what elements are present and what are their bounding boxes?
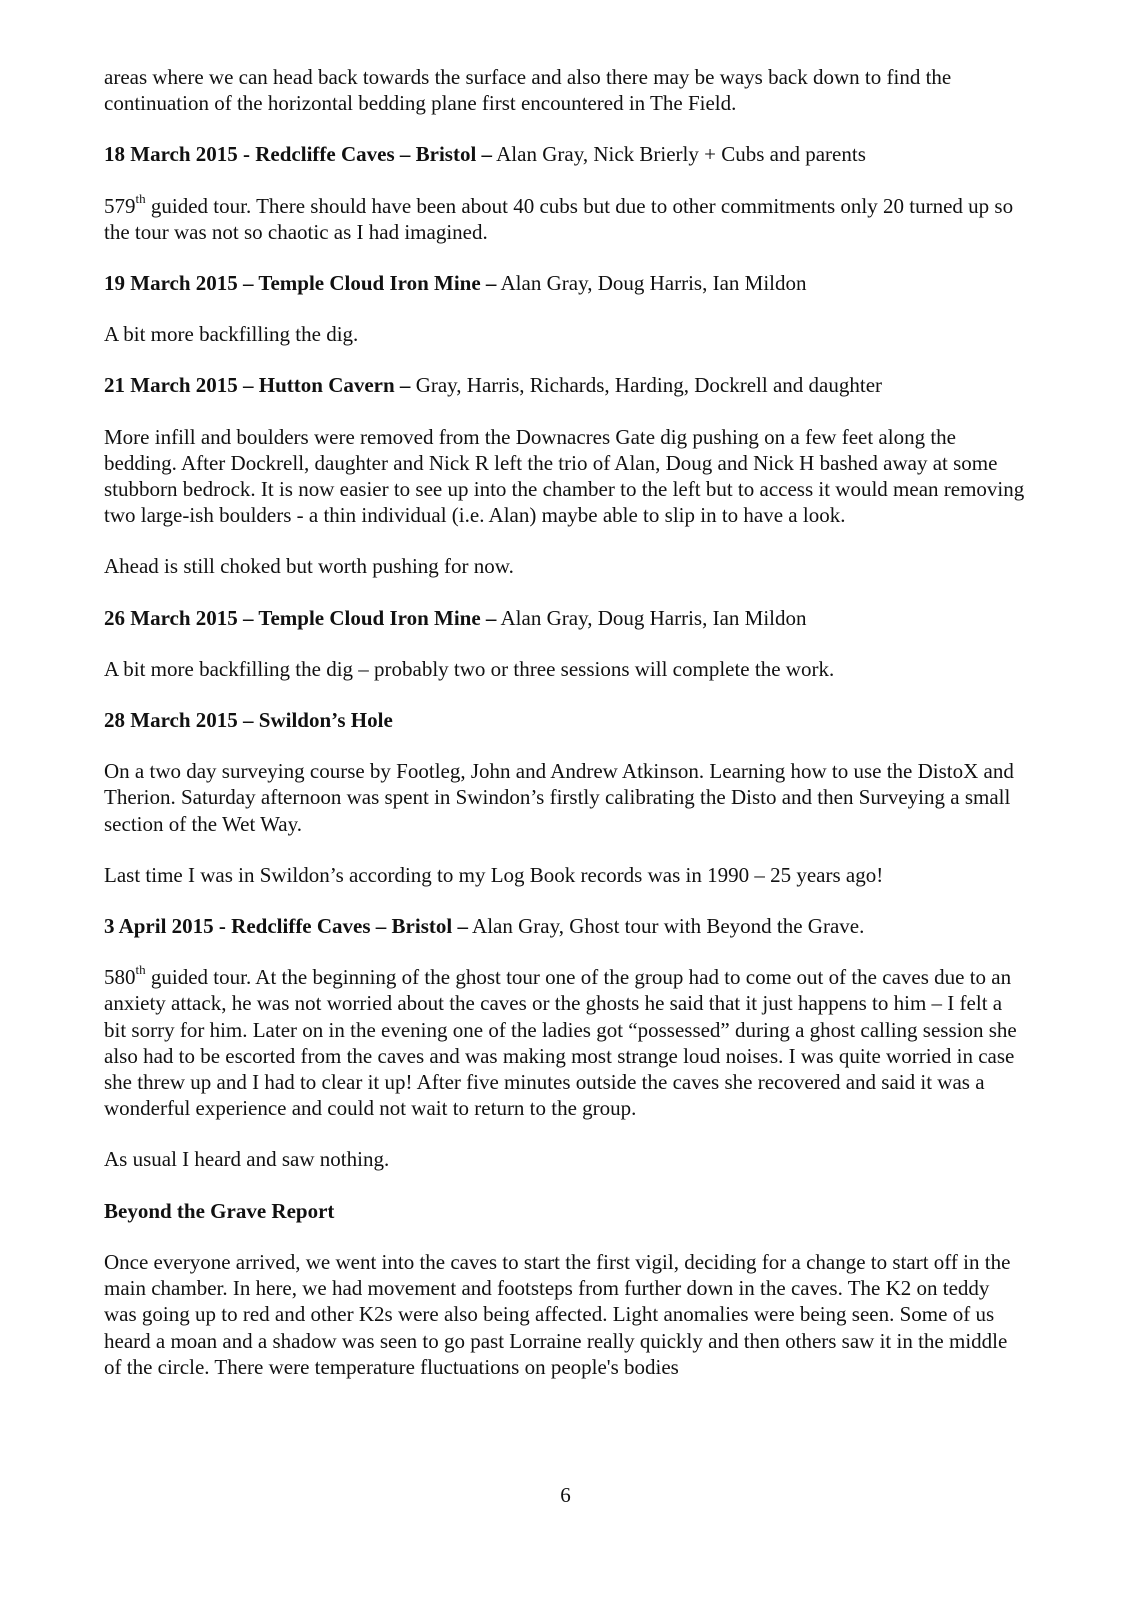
report-title: Beyond the Grave Report [104, 1198, 335, 1223]
entry-title: 19 March 2015 – Temple Cloud Iron Mine – [104, 271, 497, 296]
entry-body-18-march [104, 190, 1027, 245]
entry-title: 21 March 2015 – Hutton Cavern – [104, 373, 411, 398]
entry-body-21-march: More infill and boulders were removed from the Downacres Gate dig pushing on a few feet along the bedding. After Dockrell, daughter and Nick R left the trio of Alan, Doug and Nick H bashed away at some stubborn bedrock. It is now easier to see up into the chamber to the left but to access it would mean removing two large-ish boulders - a thin individual (i.e. Alan) maybe able to slip in to have a look. [104, 424, 1025, 528]
entry-people: Gray, Harris, Richards, Harding, Dockrell and daughter [410, 373, 883, 398]
entry-heading-28-march [104, 707, 1027, 733]
entry-people: Alan Gray, Doug Harris, Ian Mildon [496, 605, 807, 630]
entry-body-28-march-2: Last time I was in Swildon’s according to my Log Book records was in 1990 – 25 years ago! [104, 862, 884, 887]
entry-heading-21-march [104, 372, 1027, 398]
entry-people: Alan Gray, Nick Brierly + Cubs and parents [492, 142, 866, 167]
entry-title: 18 March 2015 - Redcliffe Caves – Bristol – [104, 142, 493, 167]
entry-people: Alan Gray, Ghost tour with Beyond the Grave. [467, 914, 865, 939]
entry-title: 28 March 2015 – Swildon’s Hole [104, 708, 393, 733]
report-heading [104, 1198, 1027, 1224]
entry-heading-26-march [104, 605, 1027, 631]
entry-body-28-march: On a two day surveying course by Footleg, John and Andrew Atkinson. Learning how to use the DistoX and Therion. Saturday afternoon was spent in Swindon’s firstly calibrating the Disto and then Surveying a small section of the Wet Way. [104, 759, 1014, 836]
entry-title: 3 April 2015 - Redcliffe Caves – Bristol – [104, 914, 468, 939]
entry-text: guided tour. At the beginning of the ghost tour one of the group had to come out of the caves due to an anxiety attack, he was not worried about the caves or the ghosts he said that it just happens to him – I felt a bit sorry for him. Later on in the evening one of the ladies got “possessed” during a ghost calling session she also had to be escorted from the caves and was making most strange loud noises. I was quite worried in case she threw up and I had to clear it up! After five minutes outside the caves she recovered and said it was a wonderful experience and could not wait to return to the group. [104, 965, 1017, 1121]
entry-body-3-april-2: As usual I heard and saw nothing. [104, 1147, 390, 1172]
entry-heading-18-march [104, 141, 1027, 167]
tour-number: 580 [104, 965, 136, 990]
entry-text: guided tour. There should have been about 40 cubs but due to other commitments only 20 turned up so the tour was not so chaotic as I had imagined. [104, 193, 1014, 244]
entry-title: 26 March 2015 – Temple Cloud Iron Mine – [104, 605, 497, 630]
entry-body-26-march: A bit more backfilling the dig – probably two or three sessions will complete the work. [104, 656, 835, 681]
ordinal-suffix: th [135, 962, 146, 978]
intro-paragraph: areas where we can head back towards the surface and also there may be ways back down to find the continuation of the horizontal bedding plane first encountered in The Field. [104, 65, 952, 116]
entry-body-21-march-2: Ahead is still choked but worth pushing for now. [104, 554, 514, 579]
entry-body-3-april [104, 964, 1027, 1121]
entry-heading-19-march [104, 270, 1027, 296]
page-number: 6 [560, 1483, 571, 1507]
entry-heading-3-april [104, 913, 1027, 939]
report-body: Once everyone arrived, we went into the caves to start the first vigil, deciding for a change to start off in the main chamber. In here, we had movement and footsteps from further down in the caves. The K2 on teddy was going up to red and other K2s were also being affected. Light anomalies were being seen. Some of us heard a moan and a shadow was seen to go past Lorraine really quickly and then others saw it in the middle of the circle. There were temperature fluctuations on people's bodies [104, 1249, 1011, 1379]
entry-people: Alan Gray, Doug Harris, Ian Mildon [496, 271, 807, 296]
entry-body-19-march: A bit more backfilling the dig. [104, 322, 359, 347]
ordinal-suffix: th [135, 190, 146, 206]
tour-number: 579 [104, 193, 136, 218]
